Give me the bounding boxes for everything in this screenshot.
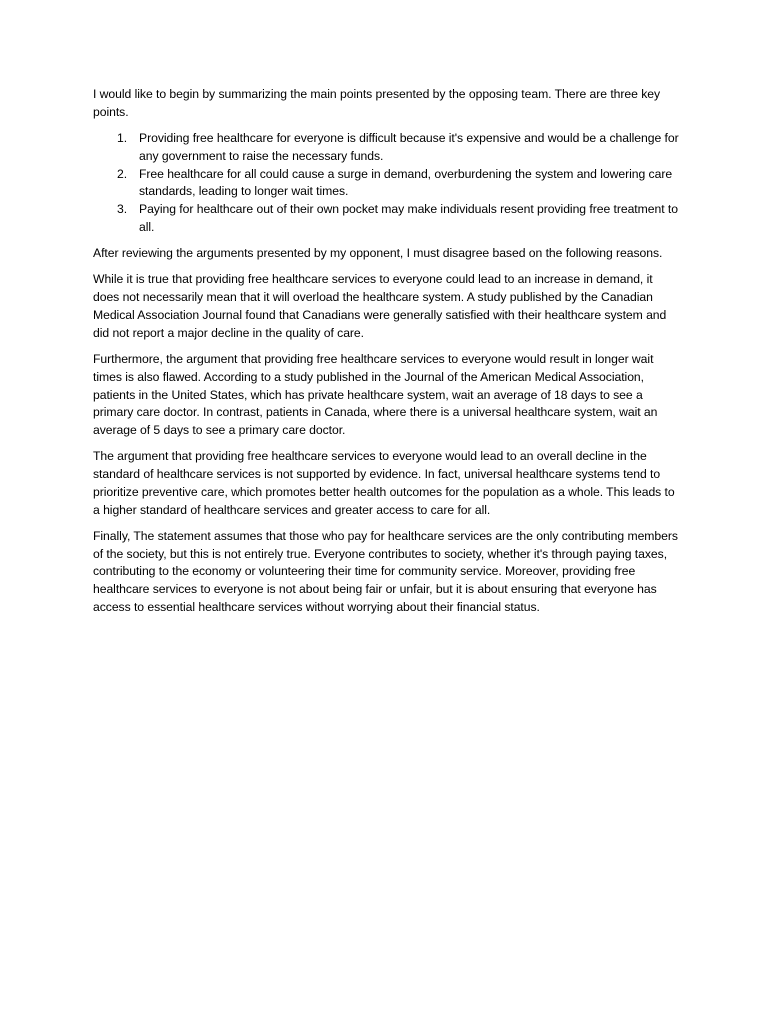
list-item bbox=[93, 201, 679, 237]
list-item-text: Providing free healthcare for everyone is difficult because it's expensive and would be a challenge for any government to raise the necessary funds. bbox=[139, 130, 679, 163]
list-item-number: 2. bbox=[117, 166, 128, 181]
key-points-list bbox=[93, 130, 679, 237]
list-item bbox=[93, 166, 679, 202]
intro-paragraph: I would like to begin by summarizing the main points presented by the opposing team. There are three key points. bbox=[93, 87, 661, 119]
body-paragraph: After reviewing the arguments presented by my opponent, I must disagree based on the following reasons. bbox=[93, 246, 663, 261]
list-item bbox=[93, 130, 679, 166]
body-paragraph: The argument that providing free healthcare services to everyone would lead to an overall decline in the standard of healthcare services is not supported by evidence. In fact, universal healthcare systems tend to prioritize preventive care, which promotes better health outcomes for the population as a whole. This leads to a higher standard of healthcare services and greater access to care for all. bbox=[93, 449, 675, 517]
body-paragraph: Finally, The statement assumes that those who pay for healthcare services are the only contributing members of the society, but this is not entirely true. Everyone contributes to society, whether it's through paying taxes, contributing to the economy or volunteering their time for community service. Moreover, providing free healthcare services to everyone is not about being fair or unfair, but it is about ensuring that everyone has access to essential healthcare services without worrying about their financial status. bbox=[93, 528, 678, 615]
list-item-text: Free healthcare for all could cause a surge in demand, overburdening the system and lowering care standards, leading to longer wait times. bbox=[139, 166, 673, 199]
list-item-number: 3. bbox=[117, 202, 128, 217]
document-page bbox=[93, 86, 679, 625]
body-paragraph: Furthermore, the argument that providing free healthcare services to everyone would result in longer wait times is also flawed. According to a study published in the Journal of the American Medical Association, patients in the United States, which has private healthcare system, wait an average of 18 days to see a primary care doctor. In contrast, patients in Canada, where there is a universal healthcare system, wait an average of 5 days to see a primary care doctor. bbox=[93, 351, 658, 438]
list-item-number: 1. bbox=[117, 130, 128, 145]
body-paragraph: While it is true that providing free healthcare services to everyone could lead to an increase in demand, it does not necessarily mean that it will overload the healthcare system. A study published by the Canadian Medical Association Journal found that Canadians were generally satisfied with their healthcare system and did not report a major decline in the quality of care. bbox=[93, 272, 667, 340]
list-item-text: Paying for healthcare out of their own pocket may make individuals resent providing free treatment to all. bbox=[139, 202, 678, 234]
